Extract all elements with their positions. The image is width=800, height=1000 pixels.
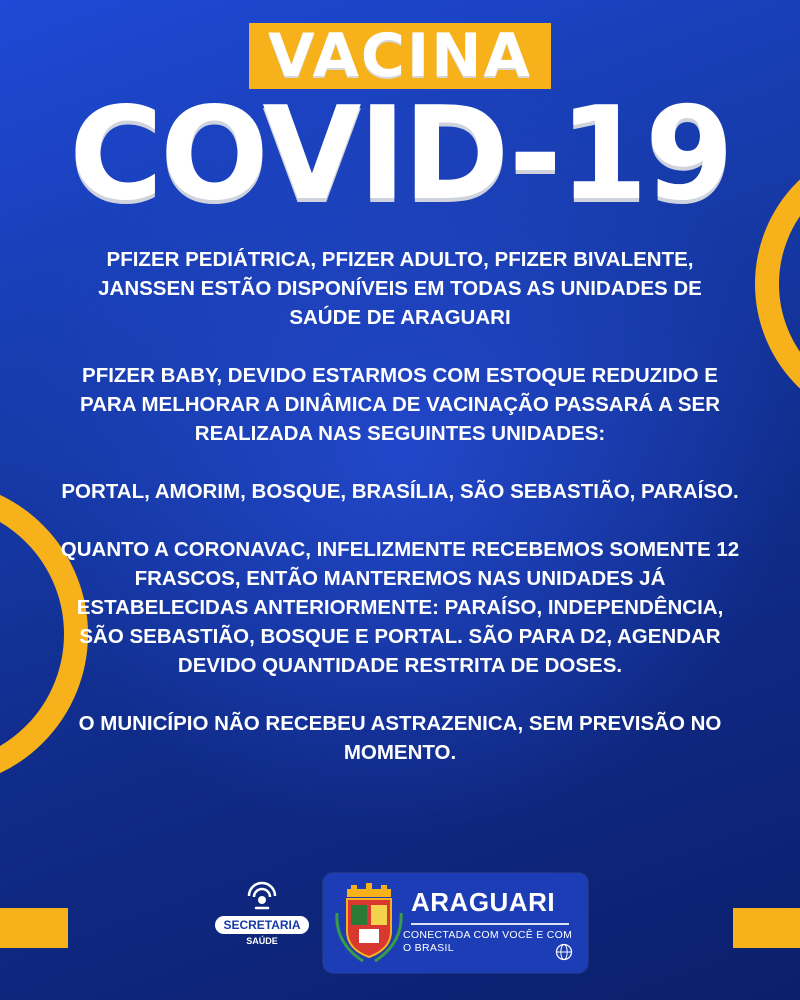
city-name: ARAGUARI <box>411 887 556 917</box>
paragraph-astrazenica: O MUNICÍPIO NÃO RECEBEU ASTRAZENICA, SEM PREVISÃO NO MOMENTO. <box>78 712 722 764</box>
araguari-brand-card <box>323 873 588 973</box>
secretaria-saude-logo <box>212 880 312 960</box>
paragraph-available-vaccines: PFIZER PEDIÁTRICA, PFIZER ADULTO, PFIZER BIVALENTE, JANSSEN ESTÃO DISPONÍVEIS EM TODAS AS UNIDADES DE SAÚDE DE ARAGUARI <box>98 248 702 329</box>
paragraph-units-list: PORTAL, AMORIM, BOSQUE, BRASÍLIA, SÃO SEBASTIÃO, PARAÍSO. <box>61 480 739 503</box>
city-tagline: CONECTADA COM VOCÊ E COM O BRASIL <box>403 929 573 954</box>
decorative-bar-left <box>0 908 68 948</box>
announcement-body <box>60 245 740 796</box>
secretaria-saude-icon <box>245 880 279 914</box>
secretaria-label: SECRETARIA <box>215 916 308 934</box>
city-divider <box>411 923 569 925</box>
paragraph-pfizer-baby: PFIZER BABY, DEVIDO ESTARMOS COM ESTOQUE REDUZIDO E PARA MELHORAR A DINÂMICA DE VACINAÇÃO PASSARÁ A SER REALIZADA NAS SEGUINTES UNIDADES: <box>79 364 721 445</box>
secretaria-sub-label: SAÚDE <box>246 936 278 946</box>
araguari-crest-icon <box>333 883 405 965</box>
paragraph-coronavac: QUANTO A CORONAVAC, INFELIZMENTE RECEBEMOS SOMENTE 12 FRASCOS, ENTÃO MANTEREMOS NAS UNIDADES JÁ ESTABELECIDAS ANTERIORMENTE: PARAÍSO, INDEPENDÊNCIA, SÃO SEBASTIÃO, BOSQUE E PORTAL. SÃO PARA D2, AGENDAR DEVIDO QUANTIDADE RESTRITA DE DOSES. <box>60 538 740 677</box>
globe-icon <box>555 943 573 961</box>
decorative-bar-right <box>733 908 800 948</box>
vacina-badge-text: VACINA <box>268 21 532 91</box>
page-title: COVID-19 <box>69 80 731 229</box>
